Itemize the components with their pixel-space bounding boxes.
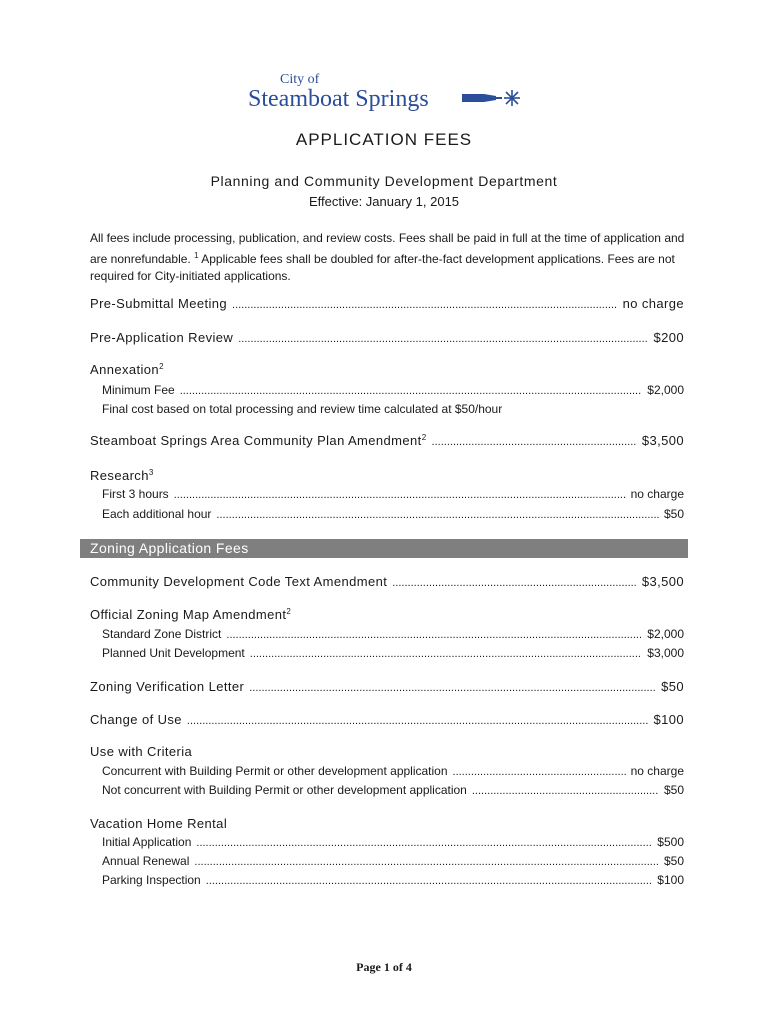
research-heading <box>90 468 154 483</box>
leader-dots <box>238 333 648 345</box>
fee-value: no charge <box>630 487 684 501</box>
page-title: APPLICATION FEES <box>295 130 473 149</box>
fee-label: Pre-Application Review <box>90 330 234 345</box>
heading-label: Official Zoning Map Amendment <box>90 607 287 622</box>
fee-label: Initial Application <box>102 835 192 849</box>
fee-row-concurrent <box>102 764 684 778</box>
fee-label: Not concurrent with Building Permit or other development application <box>102 783 467 797</box>
city-logo <box>248 72 528 118</box>
fee-value: no charge <box>630 764 684 778</box>
zoning-section-header <box>80 539 688 558</box>
leader-dots <box>194 856 659 868</box>
fee-label <box>90 433 427 448</box>
logo-city-text: City of <box>280 72 320 87</box>
fee-label: Parking Inspection <box>102 873 201 887</box>
fee-label: Pre-Submittal Meeting <box>90 296 228 311</box>
page-number: Page 1 of 4 <box>356 960 412 974</box>
fee-label: Change of Use <box>90 712 182 727</box>
heading-label: Research <box>90 468 149 483</box>
fee-label: Community Development Code Text Amendment <box>90 574 388 589</box>
fee-label: Zoning Verification Letter <box>90 679 245 694</box>
fee-value: $3,500 <box>641 433 684 448</box>
fee-label: Planned Unit Development <box>102 646 245 660</box>
fee-row-not-concurrent <box>102 783 684 797</box>
leader-dots <box>187 715 649 727</box>
fee-value: no charge <box>622 296 684 311</box>
leader-dots <box>232 299 618 311</box>
annexation-heading <box>90 362 164 377</box>
annexation-note: Final cost based on total processing and review time calculated at $50/hour <box>102 402 503 416</box>
fee-row-parking-inspection <box>102 873 684 887</box>
fee-value: $500 <box>657 835 684 849</box>
leader-dots <box>453 766 626 778</box>
leader-dots <box>206 875 653 887</box>
leader-dots <box>174 489 626 501</box>
fee-label: First 3 hours <box>102 487 169 501</box>
fee-row-annexation-minimum <box>102 383 684 397</box>
fee-row-pre-application <box>90 330 684 345</box>
leader-dots <box>216 509 659 521</box>
fee-value: $50 <box>663 854 684 868</box>
fee-label-text: Steamboat Springs Area Community Plan Amendment <box>90 433 422 448</box>
fee-value: $3,500 <box>641 574 684 589</box>
fee-row-verification <box>90 679 684 694</box>
fee-label: Standard Zone District <box>102 627 222 641</box>
fee-value: $50 <box>663 507 684 521</box>
fee-value: $200 <box>653 330 684 345</box>
fee-row-community-plan <box>90 433 684 448</box>
leader-dots <box>196 837 652 849</box>
fee-row-pud <box>102 646 684 660</box>
zoning-map-heading <box>90 607 291 622</box>
effective-date: Effective: January 1, 2015 <box>308 194 460 209</box>
fee-row-annual-renewal <box>102 854 684 868</box>
fee-value: $3,000 <box>647 646 684 660</box>
intro-text-1: All fees include processing, publication, and review costs. Fees shall be paid in full at the time of application and are nonrefundable. <box>90 231 685 266</box>
fee-label: Each additional hour <box>102 507 212 521</box>
leader-dots <box>472 785 659 797</box>
use-criteria-heading: Use with Criteria <box>90 744 193 759</box>
fee-value: $50 <box>661 679 684 694</box>
fee-row-pre-submittal <box>90 296 684 311</box>
heading-footnote: 2 <box>286 607 292 616</box>
fee-value: $2,000 <box>647 383 684 397</box>
leader-dots <box>432 436 637 448</box>
fee-label: Concurrent with Building Permit or other development application <box>102 764 448 778</box>
section-title: Zoning Application Fees <box>90 540 249 556</box>
intro-paragraph <box>90 230 690 285</box>
heading-footnote: 3 <box>148 468 154 477</box>
fee-row-research-first <box>102 487 684 501</box>
heading-footnote: 2 <box>159 362 164 371</box>
vacation-rental-heading: Vacation Home Rental <box>90 816 228 831</box>
fee-row-standard-zone <box>102 627 684 641</box>
leader-dots <box>250 648 643 660</box>
fee-row-initial-application <box>102 835 684 849</box>
fee-value: $50 <box>663 783 684 797</box>
leader-dots <box>180 385 643 397</box>
leader-dots <box>392 577 637 589</box>
fee-label: Annual Renewal <box>102 854 190 868</box>
intro-text-2: Applicable fees shall be doubled for after-the-fact development applications. Fees are not required for City-initiated applications. <box>90 252 675 283</box>
heading-label: Annexation <box>90 362 160 377</box>
fee-row-code-text <box>90 574 684 589</box>
leader-dots <box>249 682 656 694</box>
intro-footnote: 1 <box>194 251 199 260</box>
fee-value: $2,000 <box>647 627 684 641</box>
department-name: Planning and Community Development Department <box>210 173 558 189</box>
leader-dots <box>226 629 642 641</box>
fee-value: $100 <box>657 873 684 887</box>
logo-name-text: Steamboat Springs <box>248 86 429 112</box>
fee-label: Minimum Fee <box>102 383 175 397</box>
oar-snowflake-icon <box>462 88 522 108</box>
fee-row-research-additional <box>102 507 684 521</box>
fee-row-change-of-use <box>90 712 684 727</box>
fee-value: $100 <box>653 712 684 727</box>
fee-footnote: 2 <box>421 433 427 442</box>
